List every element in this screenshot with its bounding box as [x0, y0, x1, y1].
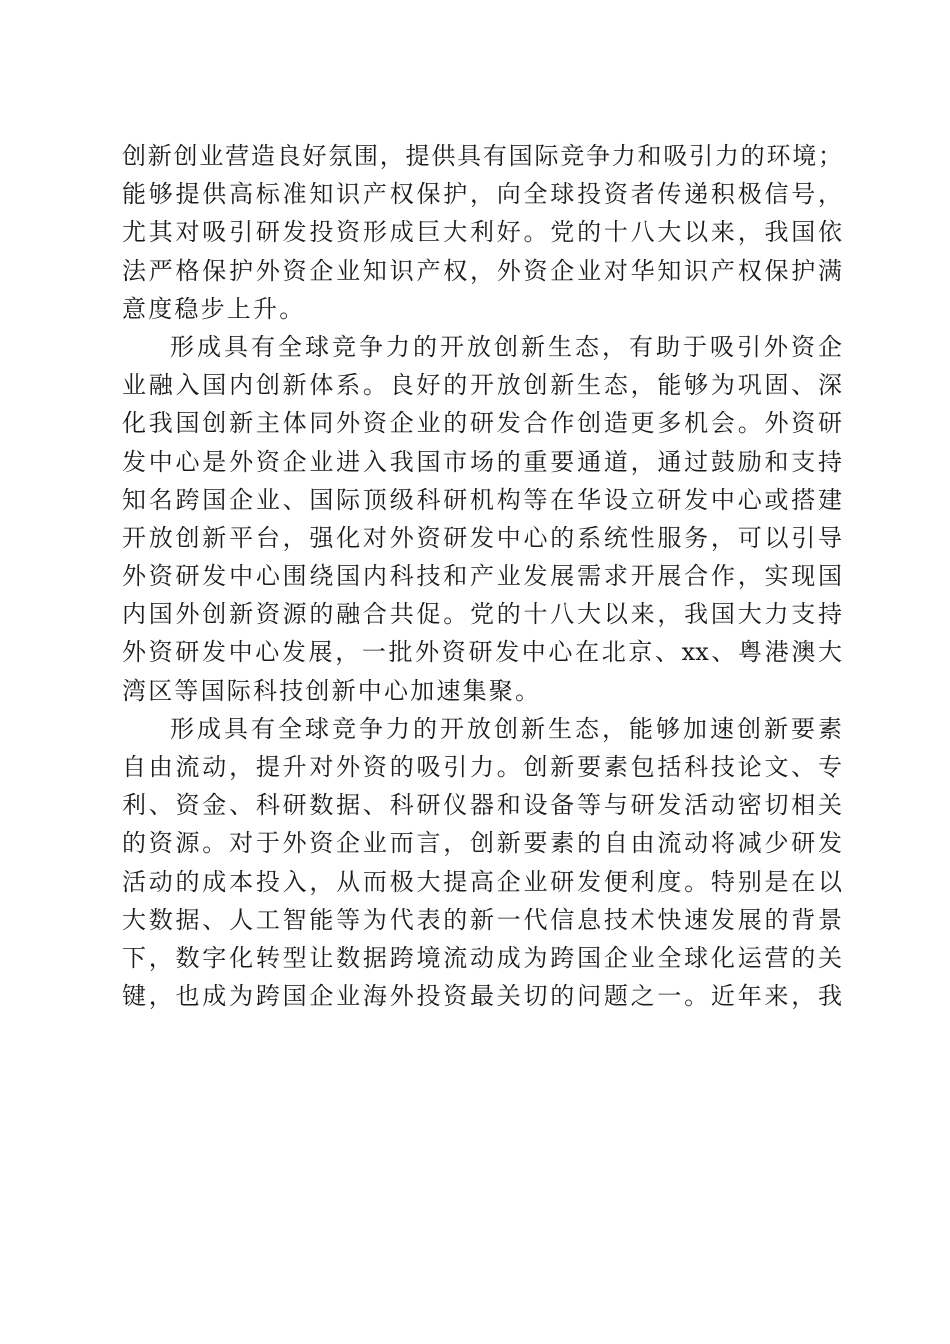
text-line: 活动的成本投入，从而极大提高企业研发便利度。特别是在以 — [122, 867, 842, 896]
text-line: 利、资金、科研数据、科研仪器和设备等与研发活动密切相关 — [122, 791, 842, 820]
text-line: 发中心是外资企业进入我国市场的重要通道，通过鼓励和支持 — [122, 447, 842, 476]
text-line: 键，也成为跨国企业海外投资最关切的问题之一。近年来，我 — [122, 982, 842, 1011]
text-line: 形成具有全球竞争力的开放创新生态，有助于吸引外资企 — [170, 332, 842, 361]
text-line: 法严格保护外资企业知识产权，外资企业对华知识产权保护满 — [122, 256, 842, 285]
text-line: 开放创新平台，强化对外资研发中心的系统性服务，可以引导 — [122, 523, 842, 552]
text-line: 业融入国内创新体系。良好的开放创新生态，能够为巩固、深 — [122, 371, 842, 400]
text-line: 大数据、人工智能等为代表的新一代信息技术快速发展的背景 — [122, 905, 842, 934]
paragraph-1 — [122, 137, 842, 328]
text-line: 的资源。对于外资企业而言，创新要素的自由流动将减少研发 — [122, 829, 842, 858]
paragraph-3 — [122, 710, 842, 1016]
paragraph-2 — [122, 328, 842, 710]
text-line: 外资研发中心发展，一批外资研发中心在北京、xx、粤港澳大 — [122, 638, 842, 667]
text-line: 知名跨国企业、国际顶级科研机构等在华设立研发中心或搭建 — [122, 485, 842, 514]
text-line: 化我国创新主体同外资企业的研发合作创造更多机会。外资研 — [122, 409, 842, 438]
text-line: 自由流动，提升对外资的吸引力。创新要素包括科技论文、专 — [122, 753, 842, 781]
text-line: 下，数字化转型让数据跨境流动成为跨国企业全球化运营的关 — [122, 943, 842, 972]
text-line: 内国外创新资源的融合共促。党的十八大以来，我国大力支持 — [122, 600, 842, 629]
text-line: 创新创业营造良好氛围，提供具有国际竞争力和吸引力的环境； — [122, 142, 842, 170]
text-line: 外资研发中心围绕国内科技和产业发展需求开展合作，实现国 — [122, 562, 842, 591]
text-line: 能够提供高标准知识产权保护，向全球投资者传递积极信号， — [122, 180, 842, 209]
text-line: 湾区等国际科技创新中心加速集聚。 — [122, 676, 542, 705]
document-body — [122, 137, 842, 1015]
text-line: 尤其对吸引研发投资形成巨大利好。党的十八大以来，我国依 — [122, 218, 842, 247]
text-line: 意度稳步上升。 — [122, 294, 306, 323]
text-line: 形成具有全球竞争力的开放创新生态，能够加速创新要素 — [170, 714, 842, 743]
